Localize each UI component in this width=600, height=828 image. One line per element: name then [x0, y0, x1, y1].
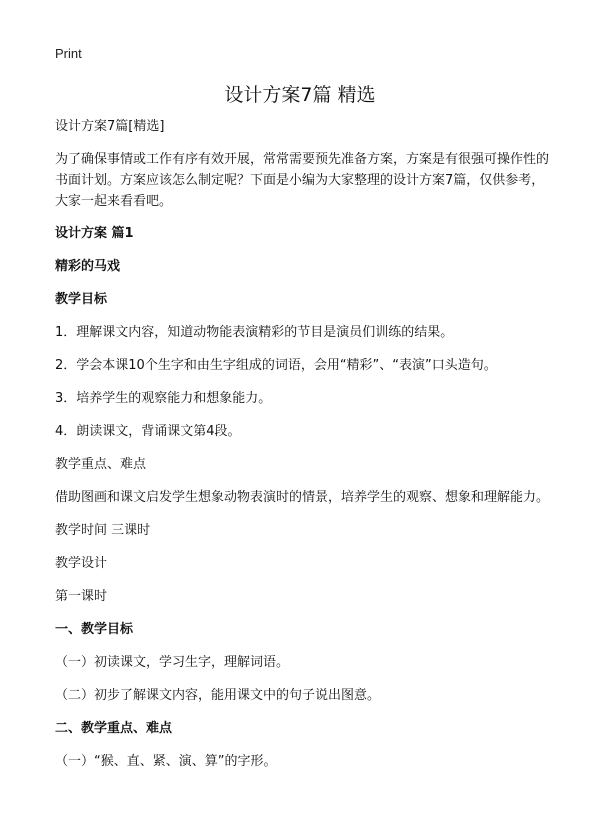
paragraph: 4．朗读课文，背诵课文第4段。 — [55, 424, 241, 439]
print-label: Print — [55, 46, 82, 61]
paragraph: 教学时间 三课时 — [55, 523, 151, 538]
paragraph: （一）“猴、直、紧、演、算”的字形。 — [55, 754, 277, 769]
paragraph: 2．学会本课10个生字和由生字组成的词语，会用“精彩”、“表演”口头造句。 — [55, 358, 497, 373]
document-body — [55, 116, 555, 784]
paragraph: 教学设计 — [55, 556, 108, 571]
paragraph: （一）初读课文，学习生字，理解词语。 — [55, 655, 290, 670]
section-heading: 设计方案 篇1 — [55, 226, 134, 241]
section-heading: 二、教学重点、难点 — [55, 721, 173, 736]
paragraph: （二）初步了解课文内容，能用课文中的句子说出图意。 — [55, 688, 381, 703]
paragraph: 第一课时 — [55, 589, 108, 604]
paragraph: 教学重点、难点 — [55, 457, 147, 472]
paragraph: 3．培养学生的观察能力和想象能力。 — [55, 391, 272, 406]
paragraph: 借助图画和课文启发学生想象动物表演时的情景，培养学生的观察、想象和理解能力。 — [55, 490, 550, 505]
paragraph: 设计方案7篇[精选] — [55, 119, 165, 134]
document-title: 设计方案7篇 精选 — [224, 84, 376, 106]
section-heading: 教学目标 — [55, 292, 108, 307]
paragraph: 1．理解课文内容，知道动物能表演精彩的节目是演员们训练的结果。 — [55, 325, 454, 340]
section-heading: 精彩的马戏 — [55, 259, 121, 274]
paragraph: 为了确保事情或工作有序有效开展，常常需要预先准备方案，方案是有很强可操作性的书面计划。方案应该怎么制定呢？下面是小编为大家整理的设计方案7篇，仅供参考，大家一起来看看吧。 — [55, 152, 550, 209]
section-heading: 一、教学目标 — [55, 622, 134, 637]
